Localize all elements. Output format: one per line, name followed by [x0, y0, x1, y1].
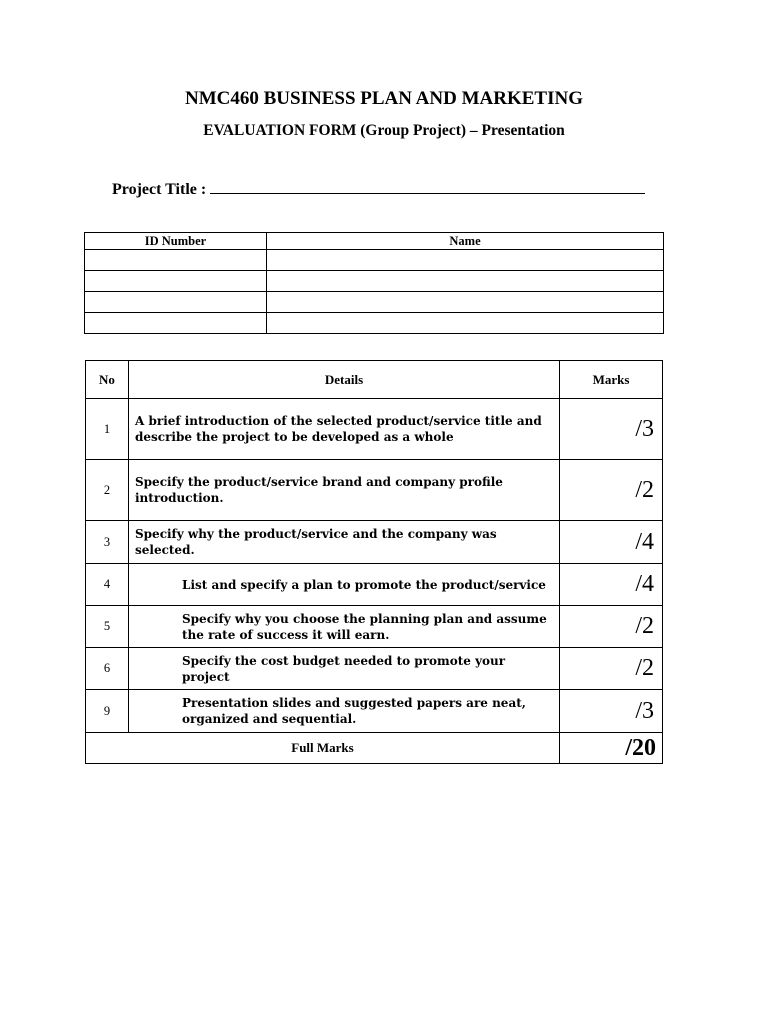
- name-cell[interactable]: [267, 313, 664, 334]
- criterion-details: Specify the product/service brand and company profile introduction.: [129, 460, 560, 521]
- project-title-field: [112, 179, 645, 199]
- criterion-max-marks[interactable]: /2: [560, 460, 663, 521]
- id-number-cell[interactable]: [85, 313, 267, 334]
- criterion-number: 2: [86, 460, 129, 521]
- criterion-row: [86, 690, 663, 733]
- name-cell[interactable]: [267, 250, 664, 271]
- criterion-row: [86, 648, 663, 690]
- criterion-details: Specify why the product/service and the company was selected.: [129, 521, 560, 564]
- marks-table-header-row: [86, 361, 663, 399]
- criterion-number: 9: [86, 690, 129, 733]
- id-number-header: ID Number: [85, 233, 267, 250]
- id-table-row: [85, 250, 664, 271]
- criterion-details: Specify why you choose the planning plan and assume the rate of success it will earn.: [129, 606, 560, 648]
- criterion-row: [86, 460, 663, 521]
- criterion-details: List and specify a plan to promote the product/service: [129, 564, 560, 606]
- project-title-blank-line[interactable]: [210, 179, 645, 194]
- criterion-max-marks[interactable]: /4: [560, 521, 663, 564]
- project-title-label: Project Title :: [112, 181, 207, 198]
- name-cell[interactable]: [267, 271, 664, 292]
- form-subtitle: EVALUATION FORM (Group Project) – Presentation: [203, 122, 565, 139]
- criterion-row: [86, 606, 663, 648]
- criterion-max-marks[interactable]: /4: [560, 564, 663, 606]
- full-marks-row: [86, 733, 663, 764]
- form-title: NMC460 BUSINESS PLAN AND MARKETING: [185, 88, 583, 109]
- id-table-row: [85, 271, 664, 292]
- criterion-max-marks[interactable]: /3: [560, 399, 663, 460]
- evaluation-marks-table: [85, 360, 663, 764]
- criterion-row: [86, 399, 663, 460]
- member-id-table: [84, 232, 664, 334]
- criterion-row: [86, 564, 663, 606]
- criterion-number: 5: [86, 606, 129, 648]
- criterion-number: 6: [86, 648, 129, 690]
- id-number-cell[interactable]: [85, 250, 267, 271]
- name-cell[interactable]: [267, 292, 664, 313]
- criterion-max-marks[interactable]: /2: [560, 648, 663, 690]
- name-header: Name: [267, 233, 664, 250]
- criterion-details: Specify the cost budget needed to promote your project: [129, 648, 560, 690]
- id-table-row: [85, 313, 664, 334]
- criterion-number: 4: [86, 564, 129, 606]
- id-number-cell[interactable]: [85, 292, 267, 313]
- criterion-row: [86, 521, 663, 564]
- criterion-max-marks[interactable]: /2: [560, 606, 663, 648]
- criterion-max-marks[interactable]: /3: [560, 690, 663, 733]
- full-marks-value[interactable]: /20: [560, 733, 663, 764]
- id-table-row: [85, 292, 664, 313]
- criterion-details: A brief introduction of the selected product/service title and describe the project to be developed as a whole: [129, 399, 560, 460]
- details-header: Details: [129, 361, 560, 399]
- criterion-number: 3: [86, 521, 129, 564]
- marks-header: Marks: [560, 361, 663, 399]
- full-marks-label: Full Marks: [86, 733, 560, 764]
- no-header: No: [86, 361, 129, 399]
- criterion-details: Presentation slides and suggested papers are neat, organized and sequential.: [129, 690, 560, 733]
- id-number-cell[interactable]: [85, 271, 267, 292]
- id-table-header-row: [85, 233, 664, 250]
- criterion-number: 1: [86, 399, 129, 460]
